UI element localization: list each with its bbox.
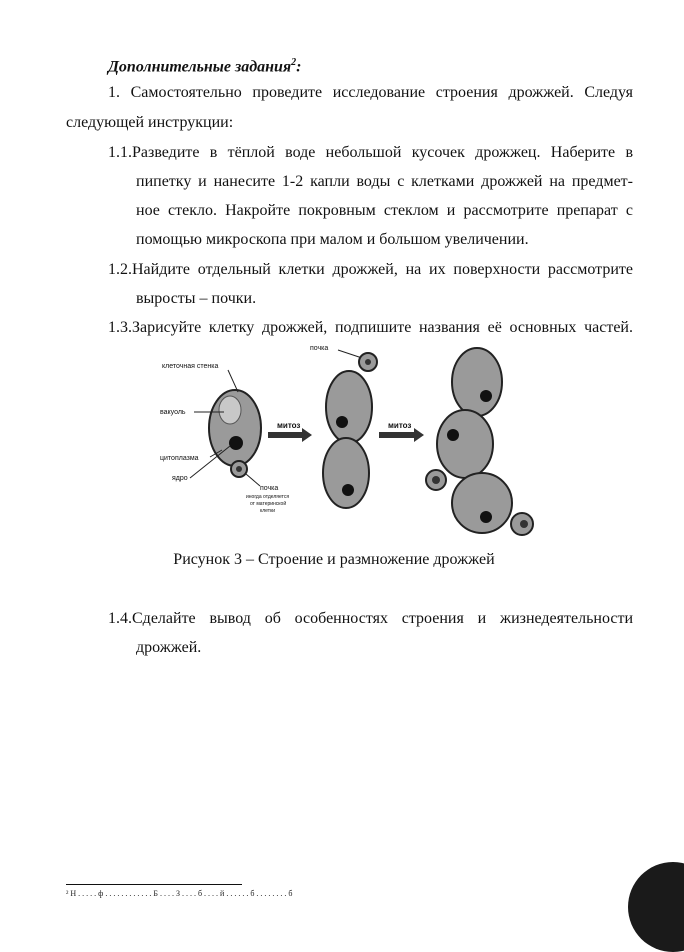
label-cell-wall: клеточная стенка	[162, 363, 219, 370]
footnote-text: ² Н . . . . . ф . . . . . . . . . . . . Б . . . . З . . . . б . . . . й . . . . . . б . . . . . . . . б	[66, 889, 293, 898]
task-1-line-1: 1. Самостоятельно проведите исследование строения дрожжей. Следуя	[108, 84, 633, 101]
step-1-1-line-1: 1.1.Разведите в тёплой воде небольшой кусочек дрожжец. Наберите в	[108, 144, 633, 161]
colony-cell-bottom	[452, 473, 512, 533]
bud-left-core	[236, 466, 242, 472]
step-1-4-line-2: дрожжей.	[136, 639, 202, 656]
nucleus-dot	[229, 436, 243, 450]
lower-daughter-nucleus	[342, 484, 354, 496]
label-nucleus: ядро	[172, 475, 188, 482]
footnote-ref[interactable]: 2	[291, 57, 297, 68]
label-bud-note-1: иногда отделяется	[246, 494, 290, 500]
label-vacuole: вакуоль	[160, 409, 186, 416]
upper-daughter-cell	[326, 371, 372, 443]
step-1-1-line-3: ное стекло. Накройте покровным стеклом и рассмотрите препарат с	[136, 202, 633, 219]
step-1-1-line-4: помощью микроскопа при малом и большом увеличении.	[136, 231, 529, 248]
colony-cell-middle-nucleus	[447, 429, 459, 441]
colony-cell-top	[452, 348, 502, 416]
colony-bud-right-core	[520, 520, 528, 528]
step-1-1-line-2: пипетку и нанесите 1-2 капли воды с клетками дрожжей на предмет-	[136, 173, 633, 190]
page-corner-overlay	[628, 862, 684, 952]
label-mitosis-1: митоз	[277, 421, 301, 430]
arrow-mitosis-1	[268, 428, 312, 442]
vacuole-shape	[219, 396, 241, 424]
colony-cell-middle	[437, 410, 493, 478]
lower-daughter-cell	[323, 438, 369, 508]
step-1-3-line-1: 1.3.Зарисуйте клетку дрожжей, подпишите названия её основных частей.	[108, 319, 633, 336]
footnote-separator	[66, 884, 242, 885]
bud-top-core	[365, 359, 371, 365]
colony-bud-left-core	[432, 476, 440, 484]
step-1-2-line-2: выросты – почки.	[136, 290, 257, 307]
label-bud-top: почка	[310, 345, 329, 352]
step-1-4-line-1: 1.4.Сделайте вывод об особенностях строения и жизнедеятельности	[108, 610, 633, 627]
leader-cell-wall	[228, 370, 238, 392]
figure-caption: Рисунок 3 – Строение и размножение дрожжей	[173, 551, 495, 568]
heading-suffix: :	[296, 58, 302, 76]
heading-text: Дополнительные задания	[108, 58, 292, 76]
label-bud-left: почка	[260, 485, 279, 492]
yeast-figure	[150, 340, 550, 540]
upper-daughter-nucleus	[336, 416, 348, 428]
leader-bud-left	[246, 474, 260, 486]
section-heading	[108, 53, 302, 77]
step-1-2-line-1: 1.2.Найдите отдельный клетки дрожжей, на их поверхности рассмотрите	[108, 261, 633, 278]
label-mitosis-2: митоз	[388, 421, 412, 430]
label-bud-note-2: от материнской	[250, 501, 287, 507]
colony-cell-bottom-nucleus	[480, 511, 492, 523]
arrow-mitosis-2	[379, 428, 424, 442]
colony-cell-top-nucleus	[480, 390, 492, 402]
label-bud-note-3: клетки	[260, 508, 276, 514]
task-1-line-2: следующей инструкции:	[66, 114, 234, 131]
leader-bud-top	[338, 350, 362, 358]
label-cytoplasm: цитоплазма	[160, 455, 199, 462]
